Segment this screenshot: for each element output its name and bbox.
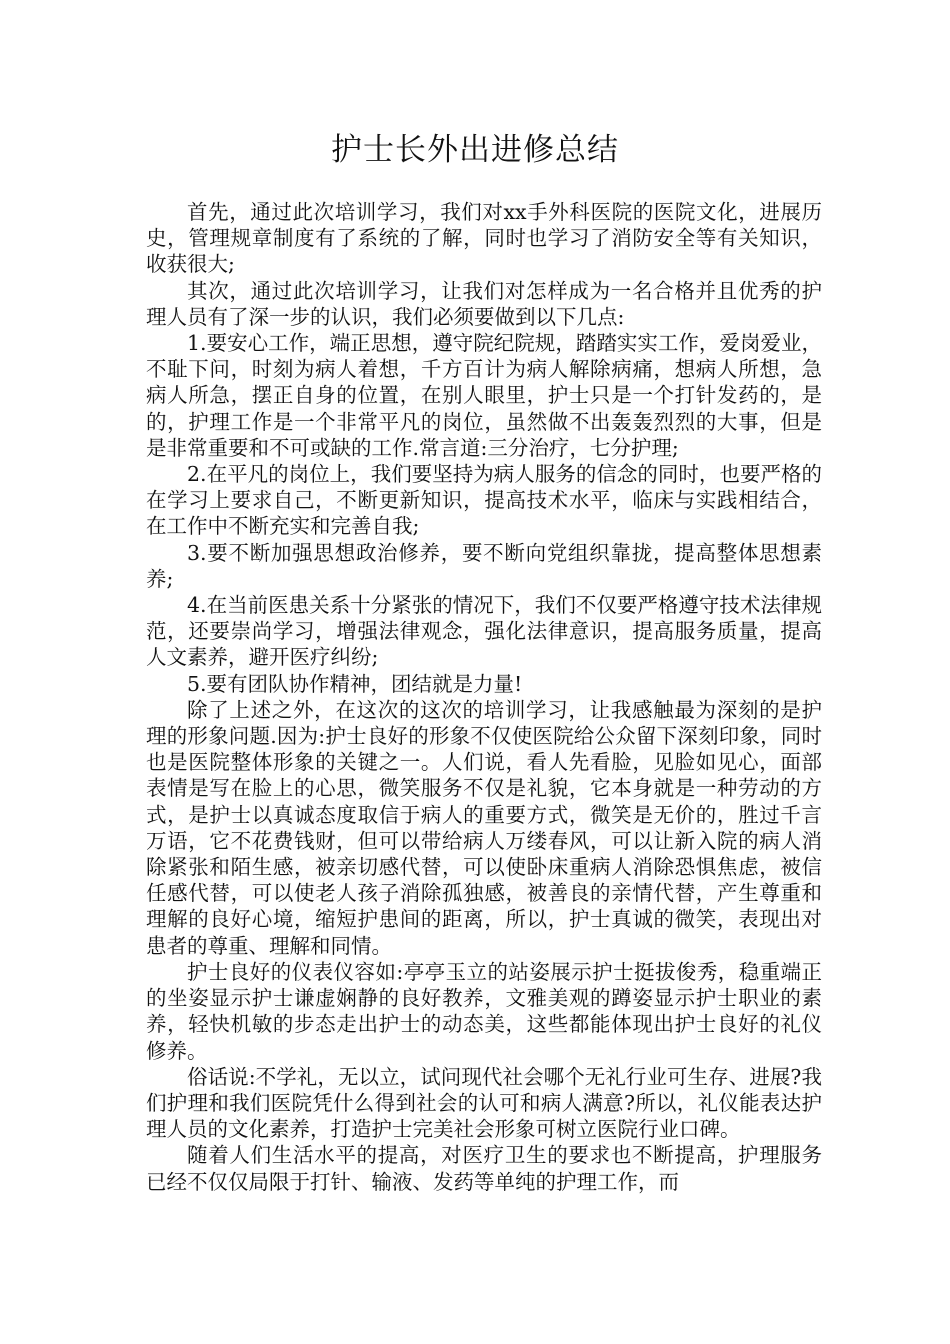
- paragraph-point-2: 2.在平凡的岗位上，我们要坚持为病人服务的信念的同时，也要严格的在学习上要求自己，不断更新知识，提高技术水平，临床与实践相结合，在工作中不断充实和完善自我;: [146, 462, 822, 539]
- paragraph-point-3: 3.要不断加强思想政治修养，要不断向党组织靠拢，提高整体思想素养;: [146, 540, 822, 591]
- paragraph-intro-first: 首先，通过此次培训学习，我们对xx手外科医院的医院文化，进展历史，管理规章制度有了系统的了解，同时也学习了消防安全等有关知识，收获很大;: [146, 200, 822, 277]
- paragraph-living-standard: 随着人们生活水平的提高，对医疗卫生的要求也不断提高，护理服务已经不仅仅局限于打针、输液、发药等单纯的护理工作，而: [146, 1143, 822, 1194]
- paragraph-intro-second: 其次，通过此次培训学习，让我们对怎样成为一名合格并且优秀的护理人员有了深一步的认识，我们必须要做到以下几点:: [146, 278, 822, 329]
- paragraph-point-1: 1.要安心工作，端正思想，遵守院纪院规，踏踏实实工作，爱岗爱业，不耻下问，时刻为病人着想，千方百计为病人解除病痛，想病人所想，急病人所急，摆正自身的位置，在别人眼里，护士只是一个打针发药的，是的，护理工作是一个非常平凡的岗位，虽然做不出轰轰烈烈的大事，但是是非常重要和不可或缺的工作.常言道:三分治疗，七分护理;: [146, 331, 822, 460]
- paragraph-point-4: 4.在当前医患关系十分紧张的情况下，我们不仅要严格遵守技术法律规范，还要崇尚学习，增强法律观念，强化法律意识，提高服务质量，提高人文素养，避开医疗纠纷;: [146, 593, 822, 670]
- paragraph-image: 除了上述之外，在这次的这次的培训学习，让我感触最为深刻的是护理的形象问题.因为:护士良好的形象不仅使医院给公众留下深刻印象，同时也是医院整体形象的关键之一。人们说，看人先看脸，见脸如见心，面部表情是写在脸上的心思，微笑服务不仅是礼貌，它本身就是一种劳动的方式，是护士以真诚态度取信于病人的重要方式，微笑是无价的，胜过千言万语，它不花费钱财，但可以带给病人万缕春风，可以让新入院的病人消除紧张和陌生感，被亲切感代替，可以使卧床重病人消除恐惧焦虑，被信任感代替，可以使老人孩子消除孤独感，被善良的亲情代替，产生尊重和理解的良好心境，缩短护患间的距离，所以，护士真诚的微笑，表现出对患者的尊重、理解和同情。: [146, 697, 822, 958]
- paragraph-appearance: 护士良好的仪表仪容如:亭亭玉立的站姿展示护士挺拔俊秀，稳重端正的坐姿显示护士谦虚娴静的良好教养，文雅美观的蹲姿显示护士职业的素养，轻快机敏的步态走出护士的动态美，这些都能体现出护士良好的礼仪修养。: [146, 959, 822, 1063]
- document-title: 护士长外出进修总结: [331, 132, 619, 168]
- document-body: [146, 199, 822, 1195]
- paragraph-etiquette: 俗话说:不学礼，无以立，试问现代社会哪个无礼行业可生存、进展?我们护理和我们医院凭什么得到社会的认可和病人满意?所以，礼仪能表达护理人员的文化素养，打造护士完美社会形象可树立医院行业口碑。: [146, 1064, 822, 1142]
- paragraph-point-5: 5.要有团队协作精神，团结就是力量!: [187, 671, 523, 696]
